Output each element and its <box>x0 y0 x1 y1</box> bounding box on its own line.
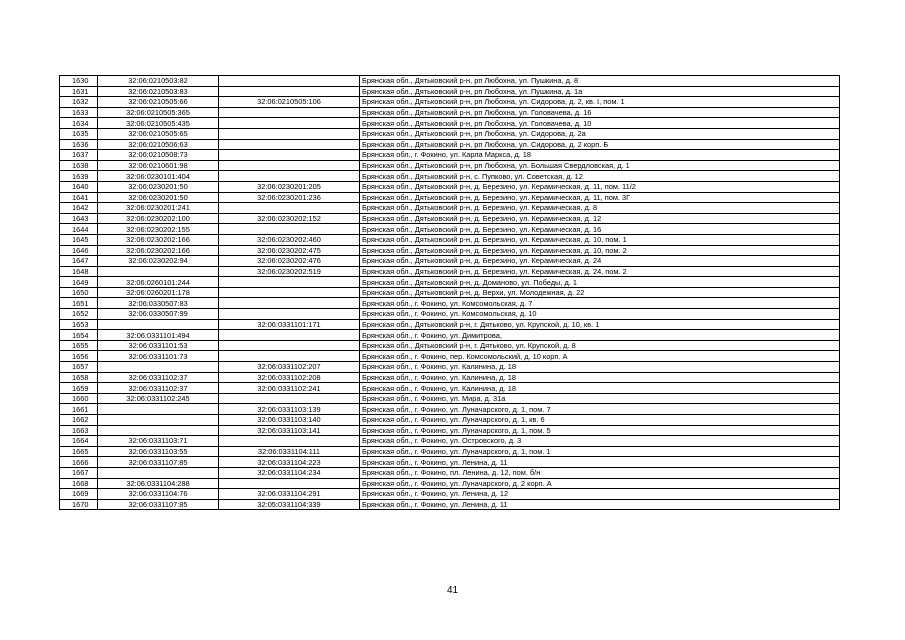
object-cadastral-number-cell: 32:06:0331104:111 <box>219 446 360 457</box>
row-number-cell: 1630 <box>60 76 98 87</box>
object-cadastral-number-cell: 32:06:0331102:241 <box>219 383 360 394</box>
property-table <box>59 75 840 510</box>
row-number-cell: 1640 <box>60 181 98 192</box>
table-row <box>60 362 840 373</box>
address-cell: Брянская обл., г. Фокино, ул. Калинина, д. 18 <box>360 383 840 394</box>
row-number-cell: 1669 <box>60 489 98 500</box>
table-row <box>60 340 840 351</box>
property-table-body <box>60 76 840 510</box>
page-number: 41 <box>446 585 459 596</box>
row-number-cell: 1650 <box>60 287 98 298</box>
cadastral-number-cell: 32:06:0331104:76 <box>98 489 219 500</box>
row-number-cell: 1670 <box>60 499 98 510</box>
object-cadastral-number-cell: 32:06:0331103:140 <box>219 415 360 426</box>
row-number-cell: 1668 <box>60 478 98 489</box>
address-cell: Брянская обл., г. Фокино, ул. Ленина, д. 11 <box>360 457 840 468</box>
object-cadastral-number-cell <box>219 277 360 288</box>
row-number-cell: 1631 <box>60 86 98 97</box>
row-number-cell: 1648 <box>60 266 98 277</box>
table-row <box>60 499 840 510</box>
object-cadastral-number-cell: 32:05:0331104:339 <box>219 499 360 510</box>
table-row <box>60 489 840 500</box>
table-row <box>60 277 840 288</box>
row-number-cell: 1651 <box>60 298 98 309</box>
table-row <box>60 319 840 330</box>
table-row <box>60 150 840 161</box>
object-cadastral-number-cell: 32:06:0230201:236 <box>219 192 360 203</box>
cadastral-number-cell: 32:06:0230101:404 <box>98 171 219 182</box>
object-cadastral-number-cell: 32:06:0230202:152 <box>219 213 360 224</box>
address-cell: Брянская обл., Дятьковский р-н, рп Любохна, ул. Головачева, д. 16 <box>360 107 840 118</box>
row-number-cell: 1654 <box>60 330 98 341</box>
address-cell: Брянская обл., Дятьковский р-н, рп Любохна, ул. Сидорова, д. 2, кв. I, пом. 1 <box>360 97 840 108</box>
table-row <box>60 213 840 224</box>
address-cell: Брянская обл., Дятьковский р-н, рп Любохна, ул. Большая Свердловская, д. 1 <box>360 160 840 171</box>
table-row <box>60 446 840 457</box>
cadastral-number-cell: 32:06:0210505:435 <box>98 118 219 129</box>
address-cell: Брянская обл., г. Фокино, ул. Карла Маркса, д. 18 <box>360 150 840 161</box>
row-number-cell: 1655 <box>60 340 98 351</box>
table-row <box>60 160 840 171</box>
address-cell: Брянская обл., Дятьковский р-н, рп Любохна, ул. Сидорова, д. 2а <box>360 128 840 139</box>
cadastral-number-cell: 32:06:0210503:82 <box>98 76 219 87</box>
address-cell: Брянская обл., г. Фокино, ул. Луначарского, д. 1, пом. 1 <box>360 446 840 457</box>
table-row <box>60 224 840 235</box>
table-row <box>60 372 840 383</box>
cadastral-number-cell: 32:06:0331104:288 <box>98 478 219 489</box>
object-cadastral-number-cell: 32:06:0331101:171 <box>219 319 360 330</box>
address-cell: Брянская обл., г. Фокино, пер. Комсомольский, д. 10 корп. А <box>360 351 840 362</box>
address-cell: Брянская обл., г. Фокино, пл. Ленина, д. 12, пом. б/н <box>360 467 840 478</box>
address-cell: Брянская обл., г. Фокино, ул. Ленина, д. 11 <box>360 499 840 510</box>
table-row <box>60 234 840 245</box>
table-row <box>60 203 840 214</box>
row-number-cell: 1638 <box>60 160 98 171</box>
cadastral-number-cell: 32:06:0331102:245 <box>98 393 219 404</box>
object-cadastral-number-cell: 32:06:0331102:207 <box>219 362 360 373</box>
address-cell: Брянская обл., Дятьковский р-н, д. Березино, ул. Керамическая, д. 12 <box>360 213 840 224</box>
address-cell: Брянская обл., г. Фокино, ул. Калинина, д. 18 <box>360 372 840 383</box>
cadastral-number-cell: 32:06:0331102:37 <box>98 372 219 383</box>
address-cell: Брянская обл., г. Фокино, ул. Комсомольская, д. 10 <box>360 309 840 320</box>
object-cadastral-number-cell <box>219 224 360 235</box>
row-number-cell: 1652 <box>60 309 98 320</box>
cadastral-number-cell: 32:06:0210508:73 <box>98 150 219 161</box>
cadastral-number-cell: 32:06:0230202:166 <box>98 245 219 256</box>
table-row <box>60 97 840 108</box>
object-cadastral-number-cell <box>219 107 360 118</box>
table-row <box>60 107 840 118</box>
table-row <box>60 415 840 426</box>
row-number-cell: 1637 <box>60 150 98 161</box>
table-row <box>60 266 840 277</box>
row-number-cell: 1658 <box>60 372 98 383</box>
row-number-cell: 1649 <box>60 277 98 288</box>
object-cadastral-number-cell: 32:06:0210505:106 <box>219 97 360 108</box>
address-cell: Брянская обл., Дятьковский р-н, д. Доманово, ул. Победы, д. 1 <box>360 277 840 288</box>
table-row <box>60 404 840 415</box>
address-cell: Брянская обл., г. Фокино, ул. Луначарского, д. 1, пом. 7 <box>360 404 840 415</box>
object-cadastral-number-cell <box>219 128 360 139</box>
row-number-cell: 1663 <box>60 425 98 436</box>
object-cadastral-number-cell: 32:06:0230201:205 <box>219 181 360 192</box>
table-row <box>60 118 840 129</box>
address-cell: Брянская обл., г. Фокино, ул. Ленина, д. 12 <box>360 489 840 500</box>
table-row <box>60 245 840 256</box>
row-number-cell: 1647 <box>60 256 98 267</box>
object-cadastral-number-cell: 32:06:0331102:208 <box>219 372 360 383</box>
row-number-cell: 1646 <box>60 245 98 256</box>
address-cell: Брянская обл., Дятьковский р-н, д. Березино, ул. Керамическая, д. 16 <box>360 224 840 235</box>
cadastral-number-cell: 32:06:0230202:166 <box>98 234 219 245</box>
row-number-cell: 1660 <box>60 393 98 404</box>
object-cadastral-number-cell <box>219 118 360 129</box>
cadastral-number-cell <box>98 425 219 436</box>
table-row <box>60 383 840 394</box>
address-cell: Брянская обл., Дятьковский р-н, рп Любохна, ул. Пушкина, д. 8 <box>360 76 840 87</box>
object-cadastral-number-cell <box>219 351 360 362</box>
cadastral-number-cell: 32:06:0260101:244 <box>98 277 219 288</box>
table-row <box>60 139 840 150</box>
address-cell: Брянская обл., Дятьковский р-н, д. Верхи, ул. Молодежная, д. 22 <box>360 287 840 298</box>
object-cadastral-number-cell: 32:06:0230202:475 <box>219 245 360 256</box>
row-number-cell: 1639 <box>60 171 98 182</box>
row-number-cell: 1634 <box>60 118 98 129</box>
address-cell: Брянская обл., Дятьковский р-н, д. Березино, ул. Керамическая, д. 24 <box>360 256 840 267</box>
cadastral-number-cell: 32:06:0230202:94 <box>98 256 219 267</box>
address-cell: Брянская обл., г. Фокино, ул. Калинина, д. 18 <box>360 362 840 373</box>
address-cell: Брянская обл., г. Фокино, ул. Димитрова, <box>360 330 840 341</box>
object-cadastral-number-cell <box>219 330 360 341</box>
cadastral-number-cell: 32:06:0230201:50 <box>98 181 219 192</box>
table-row <box>60 457 840 468</box>
row-number-cell: 1645 <box>60 234 98 245</box>
address-cell: Брянская обл., Дятьковский р-н, рп Любохна, ул. Пушкина, д. 1а <box>360 86 840 97</box>
address-cell: Брянская обл., Дятьковский р-н, рп Любохна, ул. Головачева, д. 10 <box>360 118 840 129</box>
table-row <box>60 330 840 341</box>
cadastral-number-cell <box>98 415 219 426</box>
object-cadastral-number-cell <box>219 436 360 447</box>
object-cadastral-number-cell <box>219 139 360 150</box>
address-cell: Брянская обл., Дятьковский р-н, рп Любохна, ул. Сидорова, д. 2 корп. Б <box>360 139 840 150</box>
object-cadastral-number-cell <box>219 393 360 404</box>
object-cadastral-number-cell: 32:06:0230202:476 <box>219 256 360 267</box>
row-number-cell: 1641 <box>60 192 98 203</box>
cadastral-number-cell: 32:06:0331101:494 <box>98 330 219 341</box>
cadastral-number-cell <box>98 404 219 415</box>
table-row <box>60 425 840 436</box>
object-cadastral-number-cell <box>219 298 360 309</box>
table-row <box>60 76 840 87</box>
table-row <box>60 298 840 309</box>
table-row <box>60 393 840 404</box>
table-row <box>60 128 840 139</box>
object-cadastral-number-cell <box>219 203 360 214</box>
cadastral-number-cell <box>98 362 219 373</box>
address-cell: Брянская обл., Дятьковский р-н, д. Березино, ул. Керамическая, д. 10, пом. 2 <box>360 245 840 256</box>
address-cell: Брянская обл., Дятьковский р-н, г. Дятьково, ул. Крупской, д. 8 <box>360 340 840 351</box>
cadastral-number-cell: 32:06:0210601:98 <box>98 160 219 171</box>
row-number-cell: 1659 <box>60 383 98 394</box>
object-cadastral-number-cell: 32:06:0230202:460 <box>219 234 360 245</box>
row-number-cell: 1635 <box>60 128 98 139</box>
cadastral-number-cell: 32:06:0210505:365 <box>98 107 219 118</box>
address-cell: Брянская обл., г. Фокино, ул. Островского, д. 3 <box>360 436 840 447</box>
cadastral-number-cell: 32:06:0331102:37 <box>98 383 219 394</box>
row-number-cell: 1665 <box>60 446 98 457</box>
cadastral-number-cell <box>98 319 219 330</box>
table-row <box>60 86 840 97</box>
address-cell: Брянская обл., г. Фокино, ул. Мира, д. 31а <box>360 393 840 404</box>
address-cell: Брянская обл., г. Фокино, ул. Луначарского, д. 1, кв. 6 <box>360 415 840 426</box>
table-row <box>60 256 840 267</box>
object-cadastral-number-cell <box>219 309 360 320</box>
cadastral-number-cell: 32:06:0330507:99 <box>98 309 219 320</box>
cadastral-number-cell: 32:06:0331101:73 <box>98 351 219 362</box>
address-cell: Брянская обл., Дятьковский р-н, д. Березино, ул. Керамическая, д. 24, пом. 2 <box>360 266 840 277</box>
object-cadastral-number-cell <box>219 287 360 298</box>
cadastral-number-cell: 32:06:0330507:83 <box>98 298 219 309</box>
row-number-cell: 1664 <box>60 436 98 447</box>
cadastral-number-cell: 32:06:0260201:178 <box>98 287 219 298</box>
cadastral-number-cell: 32:06:0230201:50 <box>98 192 219 203</box>
cadastral-number-cell: 32:06:0210505:66 <box>98 97 219 108</box>
cadastral-number-cell: 32:06:0331101:53 <box>98 340 219 351</box>
object-cadastral-number-cell: 32:06:0331104:234 <box>219 467 360 478</box>
cadastral-number-cell: 32:06:0230202:100 <box>98 213 219 224</box>
address-cell: Брянская обл., Дятьковский р-н, д. Березино, ул. Керамическая, д. 11, пом. 3Г <box>360 192 840 203</box>
row-number-cell: 1657 <box>60 362 98 373</box>
cadastral-number-cell: 32:06:0331107:85 <box>98 457 219 468</box>
object-cadastral-number-cell <box>219 478 360 489</box>
cadastral-number-cell: 32:06:0210506:63 <box>98 139 219 150</box>
address-cell: Брянская обл., Дятьковский р-н, д. Березино, ул. Керамическая, д. 8 <box>360 203 840 214</box>
row-number-cell: 1661 <box>60 404 98 415</box>
address-cell: Брянская обл., Дятьковский р-н, д. Березино, ул. Керамическая, д. 11, пом. 11/2 <box>360 181 840 192</box>
row-number-cell: 1633 <box>60 107 98 118</box>
row-number-cell: 1644 <box>60 224 98 235</box>
object-cadastral-number-cell: 32:06:0331103:139 <box>219 404 360 415</box>
row-number-cell: 1636 <box>60 139 98 150</box>
address-cell: Брянская обл., Дятьковский р-н, д. Березино, ул. Керамическая, д. 10, пом. 1 <box>360 234 840 245</box>
row-number-cell: 1643 <box>60 213 98 224</box>
cadastral-number-cell <box>98 467 219 478</box>
row-number-cell: 1667 <box>60 467 98 478</box>
row-number-cell: 1662 <box>60 415 98 426</box>
table-row <box>60 436 840 447</box>
row-number-cell: 1666 <box>60 457 98 468</box>
table-row <box>60 287 840 298</box>
object-cadastral-number-cell <box>219 86 360 97</box>
object-cadastral-number-cell: 32:06:0230202:519 <box>219 266 360 277</box>
table-row <box>60 309 840 320</box>
address-cell: Брянская обл., Дятьковский р-н, с. Пупково, ул. Советская, д. 12 <box>360 171 840 182</box>
object-cadastral-number-cell <box>219 150 360 161</box>
cadastral-number-cell: 32:06:0230202:155 <box>98 224 219 235</box>
row-number-cell: 1632 <box>60 97 98 108</box>
cadastral-number-cell: 32:06:0210503:83 <box>98 86 219 97</box>
row-number-cell: 1653 <box>60 319 98 330</box>
table-row <box>60 467 840 478</box>
table-row <box>60 181 840 192</box>
address-cell: Брянская обл., Дятьковский р-н, г. Дятьково, ул. Крупской, д. 10, кв. 1 <box>360 319 840 330</box>
table-row <box>60 171 840 182</box>
cadastral-number-cell: 32:06:0331103:55 <box>98 446 219 457</box>
row-number-cell: 1642 <box>60 203 98 214</box>
cadastral-number-cell: 32:06:0210505:65 <box>98 128 219 139</box>
table-row <box>60 192 840 203</box>
object-cadastral-number-cell <box>219 340 360 351</box>
object-cadastral-number-cell: 32:06:0331104:223 <box>219 457 360 468</box>
cadastral-number-cell <box>98 266 219 277</box>
table-row <box>60 351 840 362</box>
cadastral-number-cell: 32:06:0230201:241 <box>98 203 219 214</box>
object-cadastral-number-cell <box>219 76 360 87</box>
object-cadastral-number-cell <box>219 171 360 182</box>
cadastral-number-cell: 32:06:0331107:85 <box>98 499 219 510</box>
table-row <box>60 478 840 489</box>
object-cadastral-number-cell: 32:06:0331104:291 <box>219 489 360 500</box>
object-cadastral-number-cell <box>219 160 360 171</box>
address-cell: Брянская обл., г. Фокино, ул. Луначарского, д. 1, пом. 5 <box>360 425 840 436</box>
address-cell: Брянская обл., г. Фокино, ул. Комсомольская, д. 7 <box>360 298 840 309</box>
address-cell: Брянская обл., г. Фокино, ул. Луначарского, д. 2 корп. А <box>360 478 840 489</box>
row-number-cell: 1656 <box>60 351 98 362</box>
object-cadastral-number-cell: 32:06:0331103:141 <box>219 425 360 436</box>
cadastral-number-cell: 32:06:0331103:71 <box>98 436 219 447</box>
